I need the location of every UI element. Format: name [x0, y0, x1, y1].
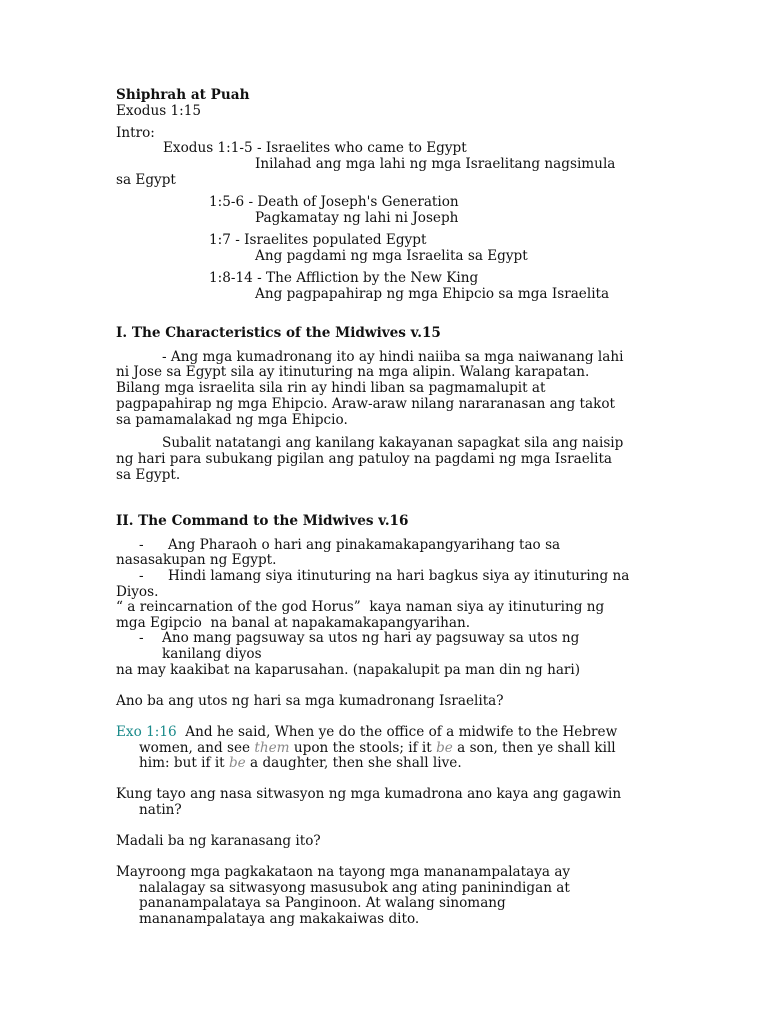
section-1-para-1-line: ni Jose sa Egypt sila ay itinuturing na mga alipin. Walang karapatan.	[116, 364, 590, 380]
question-situation-cont: natin?	[139, 802, 182, 818]
verse-italic-word: be	[228, 755, 246, 771]
closing-paragraph: Mayroong mga pagkakataon na tayong mga mananampalataya ay	[116, 864, 571, 880]
bullet-3-text-cont: kanilang diyos	[162, 646, 262, 662]
section-1-para-1-line: - Ang mga kumadronang ito ay hindi naiiba sa mga naiwanang lahi	[162, 349, 624, 365]
intro-item-3-en: 1:7 - Israelites populated Egypt	[209, 232, 427, 248]
horus-note-cont: mga Egipcio na banal at napakamakapangyarihan.	[116, 615, 471, 631]
verse-italic-word: them	[254, 740, 290, 756]
intro-item-2-en: 1:5-6 - Death of Joseph's Generation	[209, 194, 459, 210]
bullet-3-text: Ano mang pagsuway sa utos ng hari ay pagsuway sa utos ng	[162, 630, 580, 646]
bullet-2-text-cont: Diyos.	[116, 584, 159, 600]
verse-reference: Exo 1:16	[116, 724, 177, 740]
intro-item-2-tl: Pagkamatay ng lahi ni Joseph	[255, 210, 459, 226]
verse-text: And he said, When ye do the office of a midwife to the Hebrew	[176, 724, 618, 740]
section-2-heading: II. The Command to the Midwives v.16	[116, 513, 409, 529]
verse-text: a son, then ye shall kill	[452, 740, 616, 756]
bullet-2-text: Hindi lamang siya itinuturing na hari bagkus siya ay itinuturing na	[168, 568, 630, 584]
bullet-dash: -	[139, 537, 144, 553]
section-1-para-2-line: ng hari para subukang pigilan ang patuloy na pagdami ng mga Israelita	[116, 451, 613, 467]
verse-text: upon the stools; if it	[289, 740, 437, 756]
section-1-para-2-line: Subalit natatangi ang kanilang kakayanan sapagkat sila ang naisip	[162, 435, 624, 451]
bullet-dash: -	[139, 630, 144, 646]
bullet-1-text-cont: nasasakupan ng Egypt.	[116, 552, 277, 568]
verse-text: women, and see	[139, 740, 255, 756]
horus-note: “ a reincarnation of the god Horus” kaya naman siya ay itinuturing ng	[116, 599, 605, 615]
bullet-dash: -	[139, 568, 144, 584]
intro-label: Intro:	[116, 125, 155, 141]
closing-paragraph-cont: mananampalataya ang makakaiwas dito.	[139, 911, 420, 927]
section-1-para-1-line: pagpapahirap ng mga Ehipcio. Araw-araw nilang nararanasan ang takot	[116, 396, 615, 412]
verse-line-1	[116, 725, 617, 741]
question-situation: Kung tayo ang nasa sitwasyon ng mga kumadrona ano kaya ang gagawin	[116, 786, 622, 802]
section-1-heading: I. The Characteristics of the Midwives v.15	[116, 325, 441, 341]
intro-item-4-tl: Ang pagpapahirap ng mga Ehipcio sa mga Israelita	[255, 286, 610, 302]
document-title: Shiphrah at Puah	[116, 87, 250, 103]
closing-paragraph-cont: pananampalataya sa Panginoon. At walang sinomang	[139, 895, 506, 911]
section-1-para-1-line: sa pamamalakad ng mga Ehipcio.	[116, 412, 348, 428]
question-easy: Madali ba ng karanasang ito?	[116, 833, 321, 849]
verse-italic-word: be	[436, 740, 453, 756]
intro-item-3-tl: Ang pagdami ng mga Israelita sa Egypt	[255, 248, 528, 264]
bullet-1-text: Ang Pharaoh o hari ang pinakamakapangyarihang tao sa	[168, 537, 561, 553]
verse-line-3	[139, 756, 462, 772]
section-1-para-2-line: sa Egypt.	[116, 467, 181, 483]
intro-item-1-tl: Inilahad ang mga lahi ng mga Israelitang nagsimula	[255, 156, 616, 172]
closing-paragraph-cont: nalalagay sa sitwasyong masusubok ang ating paninindigan at	[139, 880, 570, 896]
scripture-reference: Exodus 1:15	[116, 103, 202, 119]
verse-text: him: but if it	[139, 755, 229, 771]
question-king-command: Ano ba ang utos ng hari sa mga kumadronang Israelita?	[116, 693, 504, 709]
bullet-3-text-cont: na may kaakibat na kaparusahan. (napakalupit pa man din ng hari)	[116, 662, 581, 678]
section-1-para-1-line: Bilang mga israelita sila rin ay hindi liban sa pagmamalupit at	[116, 380, 546, 396]
intro-item-1-en: Exodus 1:1-5 - Israelites who came to Egypt	[163, 140, 467, 156]
verse-text: a daughter, then she shall live.	[245, 755, 462, 771]
intro-item-1-tl-cont: sa Egypt	[116, 172, 176, 188]
intro-item-4-en: 1:8-14 - The Affliction by the New King	[209, 270, 479, 286]
